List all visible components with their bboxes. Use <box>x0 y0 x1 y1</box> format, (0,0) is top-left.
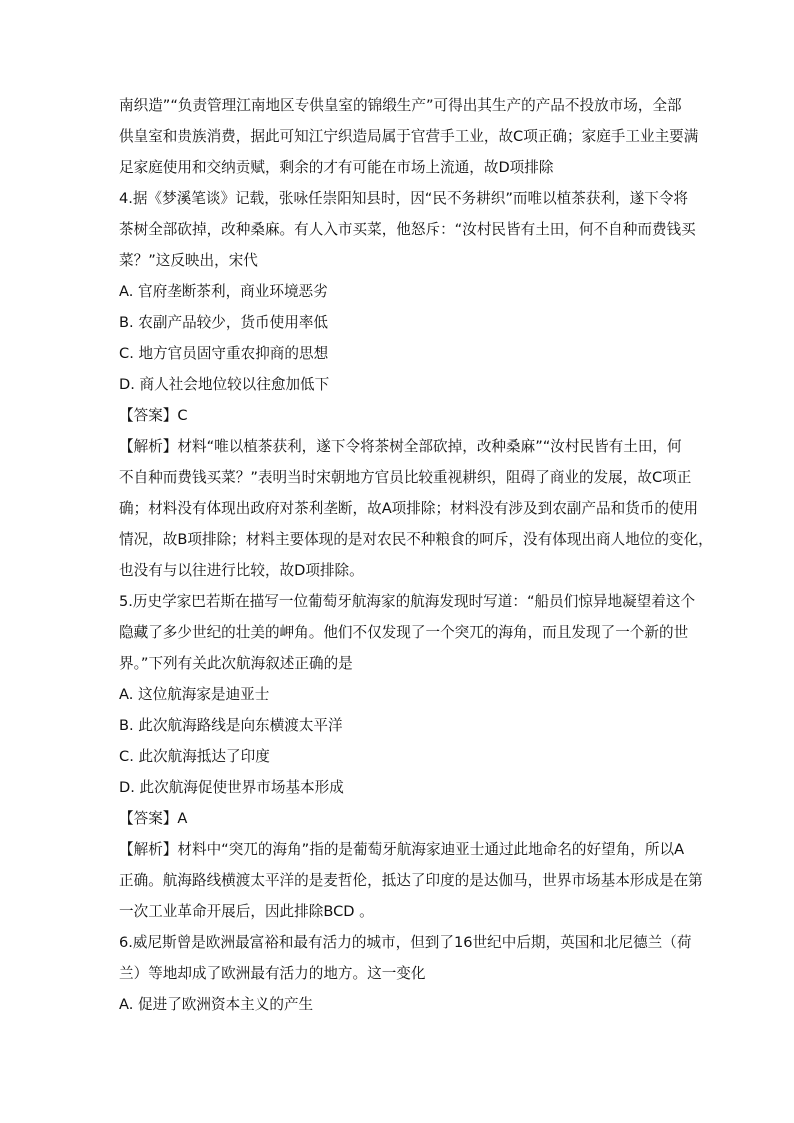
text-line: 4.据《梦溪笔谈》记载，张咏任崇阳知县时，因“民不务耕织”而唯以植茶获利，遂下令将 <box>119 190 689 207</box>
text-line: 南织造”“负责管理江南地区专供皇室的锦缎生产”可得出其生产的产品不投放市场，全部 <box>119 97 682 114</box>
text-line: 【答案】C <box>119 407 188 424</box>
text-line: B. 此次航海路线是向东横渡太平洋 <box>119 717 343 734</box>
text-line: 足家庭使用和交纳贡赋，剩余的才有可能在市场上流通，故D项排除 <box>119 159 554 176</box>
text-line: 也没有与以往进行比较，故D项排除。 <box>119 562 364 579</box>
text-line: 供皇室和贵族消费，据此可知江宁织造局属于官营手工业，故C项正确；家庭手工业主要满 <box>119 128 699 145</box>
text-line: 隐藏了多少世纪的壮美的岬角。他们不仅发现了一个突兀的海角，而且发现了一个新的世 <box>119 624 689 641</box>
text-line: 【解析】材料中“突兀的海角”指的是葡萄牙航海家迪亚士通过此地命名的好望角，所以A <box>119 841 685 858</box>
text-line: 【答案】A <box>119 810 188 827</box>
text-line: 兰）等地却成了欧洲最有活力的地方。这一变化 <box>119 965 426 982</box>
text-line: 不自种而费钱买菜？”表明当时宋朝地方官员比较重视耕织，阻碍了商业的发展，故C项正 <box>119 469 692 486</box>
text-line: 一次工业革命开展后，因此排除BCD 。 <box>119 903 374 920</box>
text-line: B. 农副产品较少，货币使用率低 <box>119 314 329 331</box>
text-line: A. 这位航海家是迪亚士 <box>119 686 270 703</box>
text-line: 5.历史学家巴若斯在描写一位葡萄牙航海家的航海发现时写道：“船员们惊异地凝望着这个 <box>119 593 696 610</box>
text-line: A. 官府垄断茶利，商业环境恶劣 <box>119 283 328 300</box>
text-line: 界。”下列有关此次航海叙述正确的是 <box>119 655 353 672</box>
text-line: 菜？”这反映出，宋代 <box>119 252 258 269</box>
text-line: 情况，故B项排除；材料主要体现的是对农民不种粮食的呵斥，没有体现出商人地位的变化， <box>119 531 713 548</box>
text-line: C. 此次航海抵达了印度 <box>119 748 270 765</box>
text-line: 6.威尼斯曾是欧洲最富裕和最有活力的城市，但到了16世纪中后期，英国和北尼德兰（荷 <box>119 934 692 951</box>
text-line: D. 商人社会地位较以往愈加低下 <box>119 376 330 393</box>
text-line: 确；材料没有体现出政府对茶利垄断，故A项排除；材料没有涉及到农副产品和货币的使用 <box>119 500 699 517</box>
text-line: 正确。航海路线横渡太平洋的是麦哲伦，抵达了印度的是达伽马，世界市场基本形成是在第 <box>119 872 703 889</box>
text-line: C. 地方官员固守重农抑商的思想 <box>119 345 329 362</box>
text-line: 茶树全部砍掉，改种桑麻。有人入市买菜，他怒斥：“汝村民皆有土田，何不自种而费钱买 <box>119 221 696 238</box>
text-line: 【解析】材料“唯以植茶获利，遂下令将茶树全部砍掉，改种桑麻”“汝村民皆有土田，何 <box>119 438 682 455</box>
text-line: A. 促进了欧洲资本主义的产生 <box>119 996 314 1013</box>
text-line: D. 此次航海促使世界市场基本形成 <box>119 779 344 796</box>
